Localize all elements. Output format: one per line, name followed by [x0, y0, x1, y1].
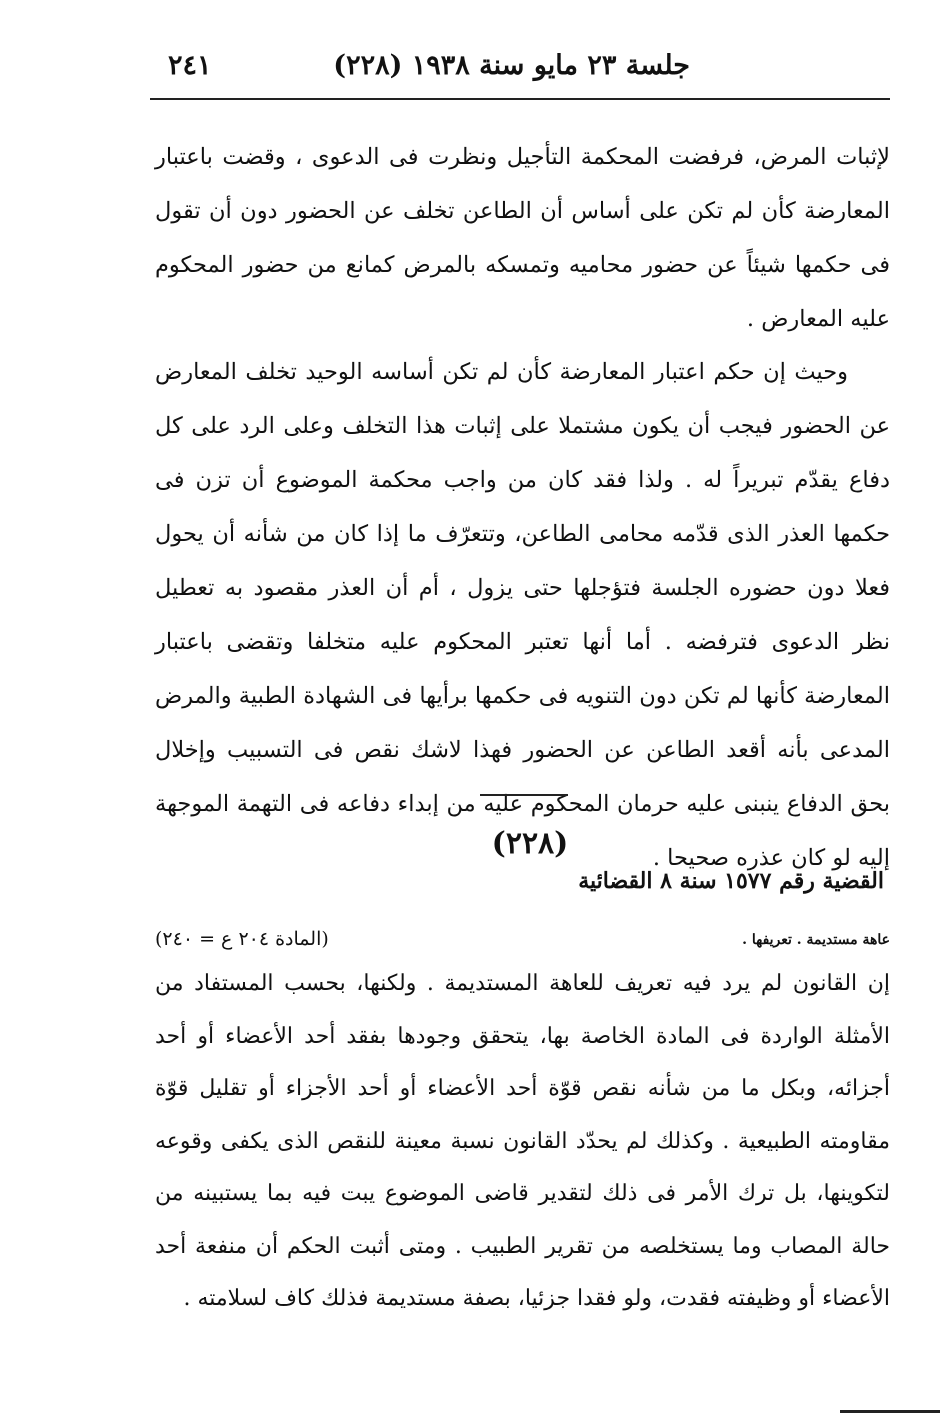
- keywords: عاهة مستديمة . تعريفها .: [742, 932, 890, 948]
- holding-paragraph: [155, 958, 890, 1326]
- section-separator: [480, 794, 568, 796]
- article-reference: (المادة ٢٠٤ ع = ٢٤٠): [155, 928, 329, 950]
- footer-rule: [840, 1410, 940, 1413]
- paragraph-text: وحيث إن حكم اعتبار المعارضة كأن لم تكن أساسه الوحيد تخلف المعارض عن الحضور فيجب أن يكون مشتملا على إثبات هذا التخلف وعلى الرد على كل دفاع يقدّم تبريراً له . ولذا فقد كان من واجب محكمة الموضوع أن تزن فى حكمها العذر الذى قدّمه محامى الطاعن، وتتعرّف ما إذا كان من شأنه أن يحول فعلا دون حضوره الجلسة فتؤجلها حتى يزول ، أم أن العذر مقصود به تعطيل نظر الدعوى فترفضه . أما أنها تعتبر المحكوم عليه متخلفا وتقضى باعتبار المعارضة كأنها لم تكن دون التنويه فى حكمها برأيها فى الشهادة الطبية والمرض المدعى بأنه أقعد الطاعن عن الحضور فهذا لاشك نقص فى التسبيب وإخلال بحق الدفاع ينبنى عليه حرمان المحكوم عليه من إبداء دفاعه فى التهمة الموجهة إليه لو كان عذره صحيحا .: [155, 359, 890, 871]
- body-paragraph-2: [155, 345, 890, 885]
- paragraph-text: إن القانون لم يرد فيه تعريف للعاهة المستديمة . ولكنها، بحسب المستفاد من الأمثلة الواردة فى المادة الخاصة بها، يتحقق وجودها بفقد أحد الأعضاء أو أحد أجزائه، وبكل ما من شأنه نقص قوّة أحد الأعضاء أو أحد الأجزاء أو تقليل قوّة مقاومته الطبيعية . وكذلك لم يحدّد القانون نسبة معينة للنقص الذى يكفى وقوعه لتكوينها، بل ترك الأمر فى ذلك لتقدير قاضى الموضوع يبت فيه بما يستبينه من حالة المصاب وما يستخلصه من تقرير الطبيب . ومتى أثبت الحكم أن منفعة أحد الأعضاء أو وظيفته فقدت، ولو فقدا جزئيا، بصفة مستديمة فذلك كاف لسلامته .: [155, 971, 890, 1311]
- page-header: [150, 44, 890, 94]
- body-paragraph-1: [155, 130, 890, 346]
- case-number: (٢٢٨): [491, 826, 569, 861]
- keywords-row: [155, 928, 890, 958]
- running-title: جلسة ٢٣ مايو سنة ١٩٣٨ (٢٢٨): [333, 50, 690, 81]
- header-rule: [150, 98, 890, 100]
- paragraph-text: لإثبات المرض، فرفضت المحكمة التأجيل ونظرت فى الدعوى ، وقضت باعتبار المعارضة كأن لم تكن على أساس أن الطاعن تخلف عن الحضور دون أن تقول فى حكمها شيئاً عن حضور محاميه وتمسكه بالمرض كمانع من حضور المحكوم عليه المعارض .: [155, 144, 890, 332]
- case-reference: القضية رقم ١٥٧٧ سنة ٨ القضائية: [578, 868, 884, 894]
- page-number: ٢٤١: [168, 50, 212, 81]
